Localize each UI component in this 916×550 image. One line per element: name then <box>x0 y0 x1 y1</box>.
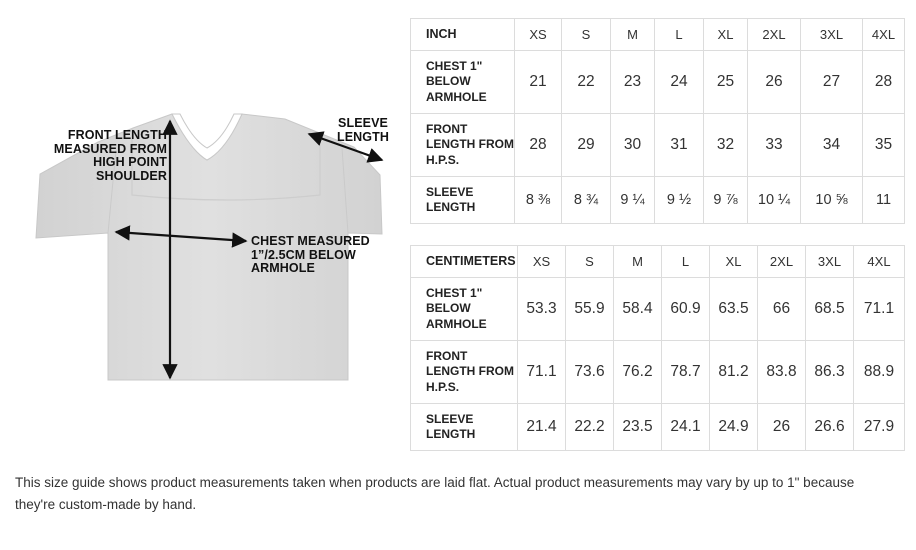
size-header: 3XL <box>806 246 854 278</box>
table-row <box>411 278 905 341</box>
table-cell: 32 <box>704 114 748 177</box>
size-guide-footnote: This size guide shows product measurements taken when products are laid flat. Actual product measurements may vary by up to 1" because they're custom-made by hand. <box>15 475 855 512</box>
table-cell: 9 ⅞ <box>704 177 748 224</box>
table-cell: 71.1 <box>854 278 905 341</box>
table-cell: 26 <box>758 404 806 451</box>
table-cell: 11 <box>863 177 905 224</box>
row-label: CHEST 1" BELOW ARMHOLE <box>411 51 515 114</box>
table-cell: 88.9 <box>854 341 905 404</box>
table-cell: 28 <box>863 51 905 114</box>
chest-label: CHEST MEASURED 1”/2.5CM BELOW ARMHOLE <box>251 234 370 275</box>
table-cell: 9 ½ <box>655 177 704 224</box>
inch-header-row <box>411 19 905 51</box>
table-cell: 66 <box>758 278 806 341</box>
table-cell: 8 ⅜ <box>515 177 562 224</box>
size-header: XL <box>710 246 758 278</box>
table-row <box>411 404 905 451</box>
sleeve-length-label: SLEEVE LENGTH <box>337 116 389 144</box>
size-header: 2XL <box>748 19 801 51</box>
table-cell: 10 ¼ <box>748 177 801 224</box>
size-header: M <box>611 19 655 51</box>
size-header: XS <box>518 246 566 278</box>
size-header: L <box>655 19 704 51</box>
table-cell: 24 <box>655 51 704 114</box>
table-cell: 81.2 <box>710 341 758 404</box>
table-cell: 27 <box>801 51 863 114</box>
table-cell: 34 <box>801 114 863 177</box>
table-cell: 68.5 <box>806 278 854 341</box>
table-cell: 33 <box>748 114 801 177</box>
table-cell: 26 <box>748 51 801 114</box>
table-cell: 35 <box>863 114 905 177</box>
size-header: 4XL <box>854 246 905 278</box>
table-cell: 9 ¼ <box>611 177 655 224</box>
table-cell: 71.1 <box>518 341 566 404</box>
row-label: FRONT LENGTH FROM H.P.S. <box>411 114 515 177</box>
table-cell: 23 <box>611 51 655 114</box>
table-cell: 21 <box>515 51 562 114</box>
size-header: S <box>566 246 614 278</box>
front-length-label: FRONT LENGTH MEASURED FROM HIGH POINT SHOULDER <box>53 128 167 183</box>
table-cell: 26.6 <box>806 404 854 451</box>
row-label: SLEEVE LENGTH <box>411 404 518 451</box>
table-cell: 55.9 <box>566 278 614 341</box>
size-header: S <box>562 19 611 51</box>
table-row <box>411 177 905 224</box>
table-cell: 83.8 <box>758 341 806 404</box>
size-header: 2XL <box>758 246 806 278</box>
table-cell: 63.5 <box>710 278 758 341</box>
size-header: 4XL <box>863 19 905 51</box>
size-header: XL <box>704 19 748 51</box>
table-cell: 22 <box>562 51 611 114</box>
table-cell: 29 <box>562 114 611 177</box>
table-cell: 24.1 <box>662 404 710 451</box>
inch-unit-header: INCH <box>411 19 515 51</box>
table-cell: 27.9 <box>854 404 905 451</box>
row-label: CHEST 1" BELOW ARMHOLE <box>411 278 518 341</box>
table-cell: 8 ¾ <box>562 177 611 224</box>
table-cell: 76.2 <box>614 341 662 404</box>
cm-header-row <box>411 246 905 278</box>
size-header: L <box>662 246 710 278</box>
table-cell: 10 ⅝ <box>801 177 863 224</box>
table-row <box>411 51 905 114</box>
size-header: XS <box>515 19 562 51</box>
row-label: FRONT LENGTH FROM H.P.S. <box>411 341 518 404</box>
table-cell: 73.6 <box>566 341 614 404</box>
table-cell: 21.4 <box>518 404 566 451</box>
table-row <box>411 114 905 177</box>
table-cell: 86.3 <box>806 341 854 404</box>
cm-unit-header: CENTIMETERS <box>411 246 518 278</box>
table-cell: 23.5 <box>614 404 662 451</box>
cm-size-table <box>410 245 905 451</box>
row-label: SLEEVE LENGTH <box>411 177 515 224</box>
table-cell: 30 <box>611 114 655 177</box>
table-cell: 58.4 <box>614 278 662 341</box>
table-cell: 53.3 <box>518 278 566 341</box>
size-header: 3XL <box>801 19 863 51</box>
table-cell: 31 <box>655 114 704 177</box>
size-header: M <box>614 246 662 278</box>
measurement-diagram <box>0 0 405 460</box>
table-cell: 24.9 <box>710 404 758 451</box>
table-cell: 22.2 <box>566 404 614 451</box>
inch-size-table <box>410 18 905 224</box>
table-cell: 25 <box>704 51 748 114</box>
table-row <box>411 341 905 404</box>
table-cell: 28 <box>515 114 562 177</box>
shirt-illustration <box>0 0 405 460</box>
table-cell: 60.9 <box>662 278 710 341</box>
table-cell: 78.7 <box>662 341 710 404</box>
